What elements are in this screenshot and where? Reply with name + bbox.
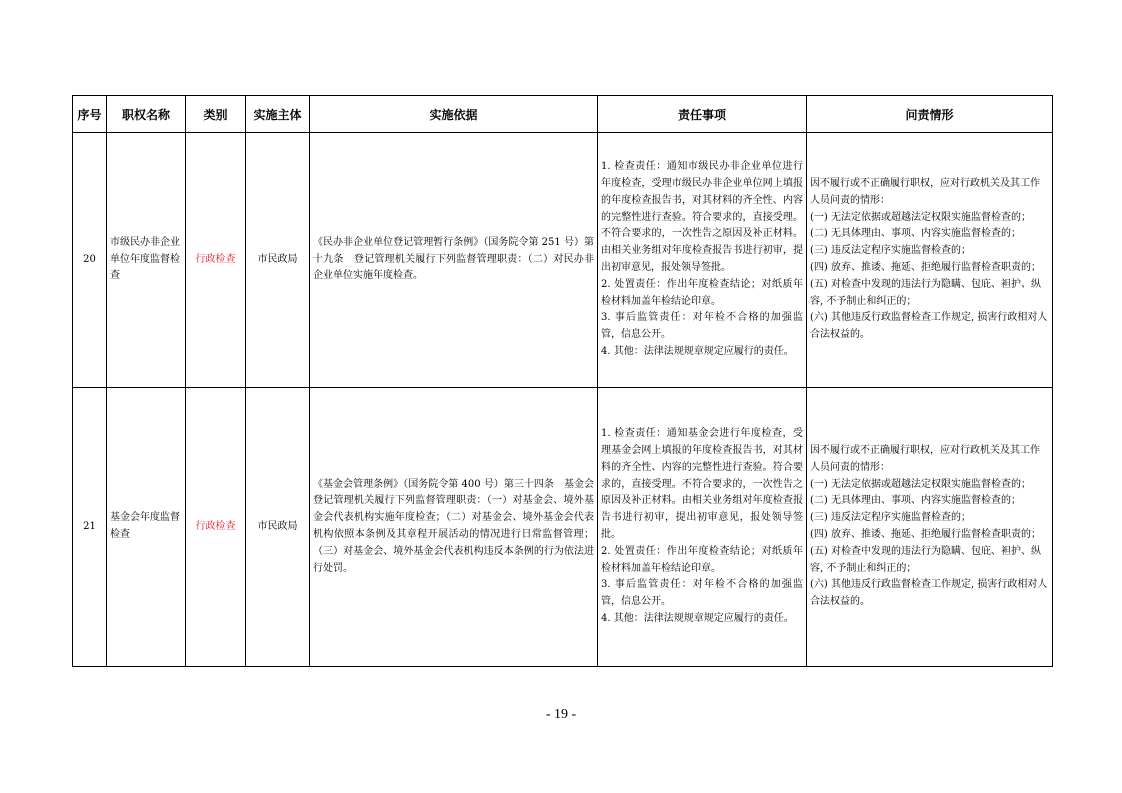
- table-header-row: [73, 96, 1053, 133]
- accountability-item: (五) 对检查中发现的违法行为隐瞒、包庇、袒护、纵容, 不予制止和纠正的；: [810, 545, 1041, 574]
- accountability-item: (三) 违反法定程序实施监督检查的；: [810, 245, 971, 257]
- header-body: 实施主体: [246, 96, 310, 133]
- responsibility-item: 2. 处置责任：作出年度检查结论；对纸质年检材料加盖年检结论印章。: [601, 278, 803, 307]
- header-accountability: 问责情形: [807, 96, 1053, 133]
- accountability-item: 因不履行或不正确履行职权，应对行政机关及其工作人员问责的情形：: [810, 445, 1040, 473]
- header-basis: 实施依据: [310, 96, 598, 133]
- accountability-item: (六) 其他违反行政监督检查工作规定, 损害行政相对人合法权益的。: [810, 579, 1048, 608]
- responsibility-item: 4. 其他：法律法规规章规定应履行的责任。: [601, 345, 794, 357]
- implementing-body: 市民政局: [246, 133, 310, 388]
- category-label: 行政检查: [186, 388, 246, 667]
- accountability-item: (三) 违反法定程序实施监督检查的；: [810, 512, 971, 524]
- accountability-item: (一) 无法定依据或超越法定权限实施监督检查的；: [810, 211, 1031, 223]
- accountability-cases: [807, 133, 1053, 388]
- row-number: 21: [73, 388, 107, 667]
- table-row: [73, 133, 1053, 388]
- accountability-item: 因不履行或不正确履行职权，应对行政机关及其工作人员问责的情形：: [810, 178, 1040, 206]
- row-number: 20: [73, 133, 107, 388]
- accountability-item: (六) 其他违反行政监督检查工作规定, 损害行政相对人合法权益的。: [810, 312, 1048, 341]
- accountability-item: (四) 放弃、推诿、拖延、拒绝履行监督检查职责的；: [810, 529, 1041, 540]
- responsibility-item: 1. 检查责任：通知市级民办非企业单位进行年度检查，受理市级民办非企业单位网上填报的年度检查报告书，对其材料的齐全性、内容的完整性进行查验。符合要求的，直接受理。不符合要求的，一次性告之原因及补正材料。由相关业务组对年度检查报告书进行初审，提出初审意见，报处领导签批。: [601, 161, 803, 273]
- legal-basis: 《民办非企业单位登记管理暂行条例》（国务院令第 251 号）第十九条 登记管理机关履行下列监督管理职责：（二）对民办非企业单位实施年度检查。: [310, 133, 598, 388]
- power-name: 基金会年度监督检查: [107, 388, 186, 667]
- header-duty: 责任事项: [598, 96, 807, 133]
- table-row: [73, 388, 1053, 667]
- page-number: - 19 -: [545, 707, 577, 722]
- accountability-item: (二) 无具体理由、事项、内容实施监督检查的；: [810, 228, 1021, 240]
- accountability-item: (四) 放弃、推诿、拖延、拒绝履行监督检查职责的；: [810, 262, 1041, 273]
- power-name: 市级民办非企业单位年度监督检查: [107, 133, 186, 388]
- responsibility-item: 3. 事后监管责任：对年检不合格的加强监管，信息公开。: [601, 312, 803, 341]
- accountability-item: (一) 无法定依据或超越法定权限实施监督检查的；: [810, 478, 1031, 490]
- accountability-item: (五) 对检查中发现的违法行为隐瞒、包庇、袒护、纵容, 不予制止和纠正的；: [810, 278, 1041, 307]
- accountability-item: (二) 无具体理由、事项、内容实施监督检查的；: [810, 495, 1021, 507]
- responsibility-items: [598, 133, 807, 388]
- header-no: 序号: [73, 96, 107, 133]
- duty-table: [72, 95, 1053, 667]
- responsibility-item: 4. 其他：法律法规规章规定应履行的责任。: [601, 612, 794, 624]
- accountability-cases: [807, 388, 1053, 667]
- legal-basis: 《基金会管理条例》（国务院令第 400 号）第三十四条 基金会登记管理机关履行下列监督管理职责：（一）对基金会、境外基金会代表机构实施年度检查；（二）对基金会、境外基金会代表机构依照本条例及其章程开展活动的情况进行日常监督管理；（三）对基金会、境外基金会代表机构违反本条例的行为依法进行处罚。: [310, 388, 598, 667]
- responsibility-item: 3. 事后监管责任：对年检不合格的加强监管，信息公开。: [601, 579, 803, 608]
- category-label: 行政检查: [186, 133, 246, 388]
- header-name: 职权名称: [107, 96, 186, 133]
- responsibility-item: 2. 处置责任：作出年度检查结论；对纸质年检材料加盖年检结论印章。: [601, 545, 803, 574]
- header-type: 类别: [186, 96, 246, 133]
- implementing-body: 市民政局: [246, 388, 310, 667]
- responsibility-items: [598, 388, 807, 667]
- responsibility-item: 1. 检查责任：通知基金会进行年度检查，受理基金会网上填报的年度检查报告书，对其材料的齐全性、内容的完整性进行查验。符合要求的，直接受理。不符合要求的，一次性告之原因及补正材料。由相关业务组对年度检查报告书进行初审，提出初审意见，报处领导签批。: [601, 428, 803, 540]
